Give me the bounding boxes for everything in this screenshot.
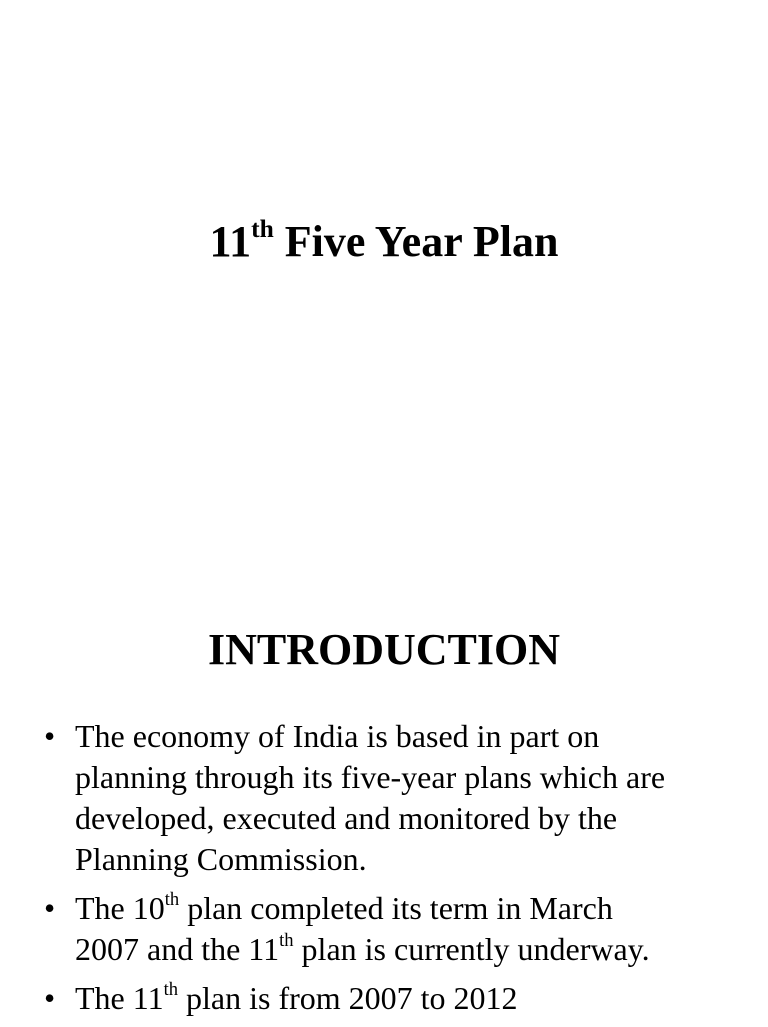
title-ordinal-suffix: th xyxy=(251,213,274,243)
bullet-text-line: planning through its five-year plans which are xyxy=(75,759,666,795)
bullet-text: plan is currently underway. xyxy=(293,931,650,967)
introduction-bullet-list xyxy=(44,716,744,1027)
bullet-item-11th-plan-period xyxy=(44,978,744,1019)
bullet-text-line: The economy of India is based in part on xyxy=(75,718,600,754)
bullet-icon: • xyxy=(44,890,56,926)
title-ordinal: 11 xyxy=(209,217,252,266)
bullet-item-economy xyxy=(44,716,744,880)
title-text: Five Year Plan xyxy=(273,217,559,266)
bullet-text: plan is from 2007 to 2012 xyxy=(178,980,518,1016)
bullet-text-line: Planning Commission. xyxy=(75,841,367,877)
bullet-icon: • xyxy=(44,980,56,1016)
bullet-text: The 10 xyxy=(75,890,165,926)
bullet-text: The 11 xyxy=(75,980,164,1016)
ordinal-suffix: th xyxy=(163,979,178,1001)
bullet-icon: • xyxy=(44,718,56,754)
bullet-item-10th-plan xyxy=(44,888,744,970)
ordinal-suffix: th xyxy=(164,889,180,911)
bullet-text-line: developed, executed and monitored by the xyxy=(75,800,618,836)
introduction-heading: INTRODUCTION xyxy=(207,625,561,674)
bullet-text: 2007 and the 11 xyxy=(75,931,280,967)
slide-title xyxy=(0,213,768,268)
bullet-text: plan completed its term in March xyxy=(179,890,613,926)
ordinal-suffix: th xyxy=(279,930,294,952)
